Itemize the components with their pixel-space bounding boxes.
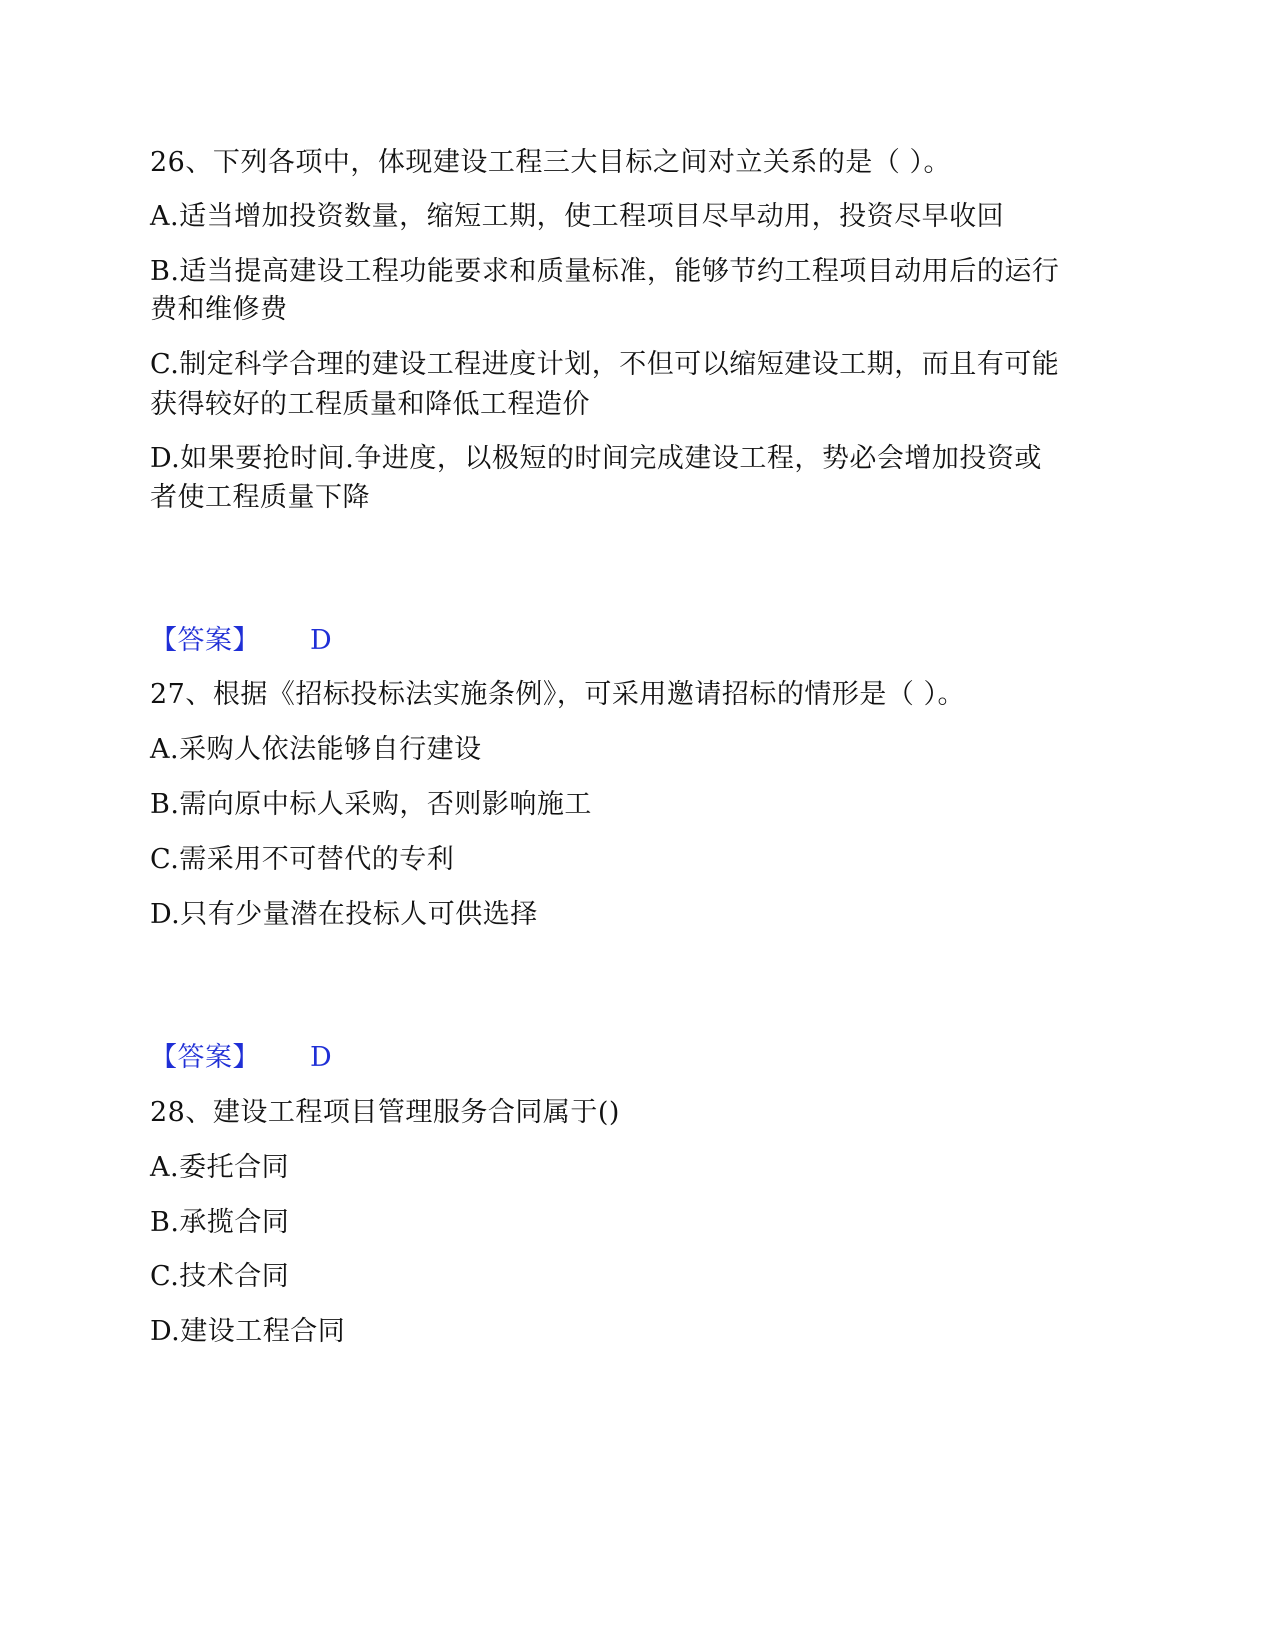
question-28-option-c: C.技术合同 <box>150 1261 290 1292</box>
question-26-answer <box>150 621 333 661</box>
question-26-option-c-line1: C.制定科学合理的建设工程进度计划，不但可以缩短建设工期，而且有可能 <box>150 349 1060 380</box>
question-27-answer <box>150 1038 333 1078</box>
question-27-option-b: B.需向原中标人采购，否则影响施工 <box>150 789 592 820</box>
question-26-option-b-line1: B.适当提高建设工程功能要求和质量标准，能够节约工程项目动用后的运行 <box>150 256 1060 287</box>
question-27-option-d: D.只有少量潜在投标人可供选择 <box>150 899 538 930</box>
question-28-stem: 28、建设工程项目管理服务合同属于() <box>150 1097 620 1128</box>
question-28-option-b: B.承揽合同 <box>150 1207 290 1238</box>
answer-label: 【答案】 <box>150 1042 260 1073</box>
question-28-option-d: D.建设工程合同 <box>150 1316 346 1347</box>
question-26-stem: 26、下列各项中，体现建设工程三大目标之间对立关系的是（ ）。 <box>150 147 951 178</box>
answer-label: 【答案】 <box>150 625 260 656</box>
question-27-option-a: A.采购人依法能够自行建设 <box>150 734 482 765</box>
question-28-option-a: A.委托合同 <box>150 1152 290 1183</box>
answer-value: D <box>310 625 333 656</box>
question-26-option-b-line2: 费和维修费 <box>150 294 288 325</box>
answer-value: D <box>310 1042 333 1073</box>
question-26-option-a: A.适当增加投资数量，缩短工期，使工程项目尽早动用，投资尽早收回 <box>150 201 1005 232</box>
question-26-option-c-line2: 获得较好的工程质量和降低工程造价 <box>150 389 590 420</box>
question-27-option-c: C.需采用不可替代的专利 <box>150 844 455 875</box>
question-26-option-d-line2: 者使工程质量下降 <box>150 482 370 513</box>
question-26-option-d-line1: D.如果要抢时间.争进度，以极短的时间完成建设工程，势必会增加投资或 <box>150 443 1042 474</box>
question-27-stem: 27、根据《招标投标法实施条例》，可采用邀请招标的情形是（ ）。 <box>150 679 965 710</box>
